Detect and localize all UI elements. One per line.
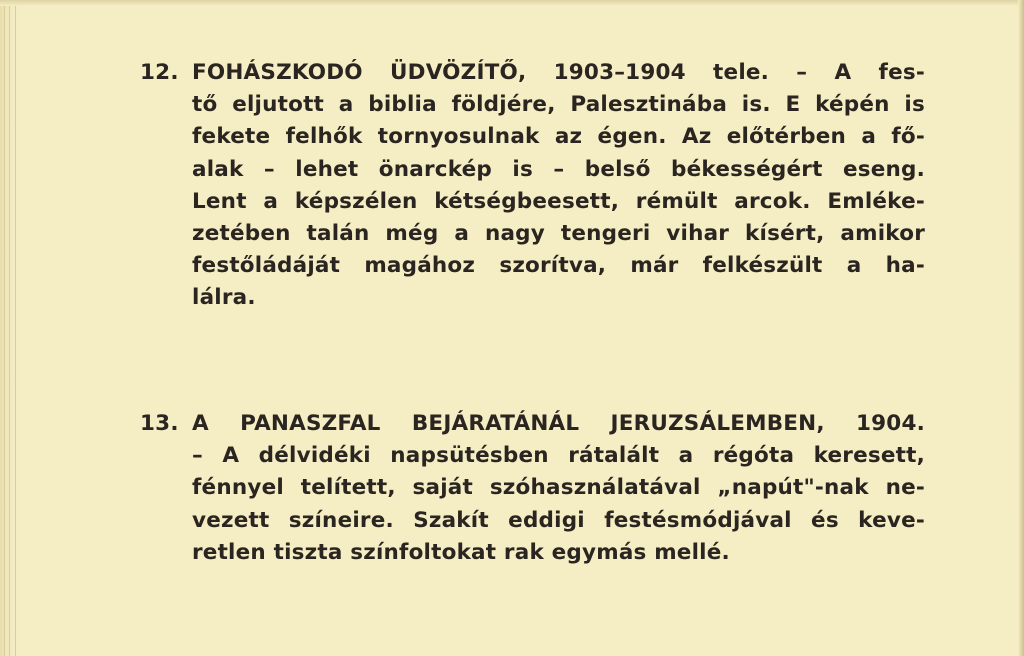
page-binding-edge [0,0,22,656]
text-line: FOHÁSZKODÓ ÜDVÖZÍTŐ, 1903–1904 tele. – A fes- [192,60,925,85]
text-line: festőládáját magához szorítva, már felkészült a ha- [192,253,925,279]
text-line: tő eljutott a biblia földjére, Palesztinába is. E képén is [192,92,925,118]
page-right-shadow [1018,0,1024,656]
text-line: vezett színeire. Szakít eddigi festésmódjával és keve- [192,507,925,533]
page-top-shadow [0,0,1024,6]
text-line: – A délvidéki napsütésben rátalált a régóta keresett, [192,443,925,469]
text-line: alak – lehet önarckép is – belső békességért eseng. [192,156,925,182]
text-line: fénnyel telített, saját szóhasználatával „napút"-nak ne- [192,475,925,501]
text-line: fekete felhők tornyosulnak az égen. Az előtérben a fő- [192,124,925,150]
text-line: zetében talán még a nagy tengeri vihar kísért, amikor [192,220,925,246]
entry-number: 12. [140,60,179,85]
entry-text [192,408,925,569]
text-line: Lent a képszélen kétségbeesett, rémült arcok. Emléke- [192,188,925,214]
text-line: retlen tiszta színfoltokat rak egymás mellé. [192,539,730,565]
entry-13 [140,408,925,569]
entry-number: 13. [140,411,179,436]
text-line: lálra. [192,285,256,311]
text-line: A PANASZFAL BEJÁRATÁNÁL JERUZSÁLEMBEN, 1904. [192,411,925,436]
entry-12 [140,57,925,315]
entry-text [192,57,925,315]
